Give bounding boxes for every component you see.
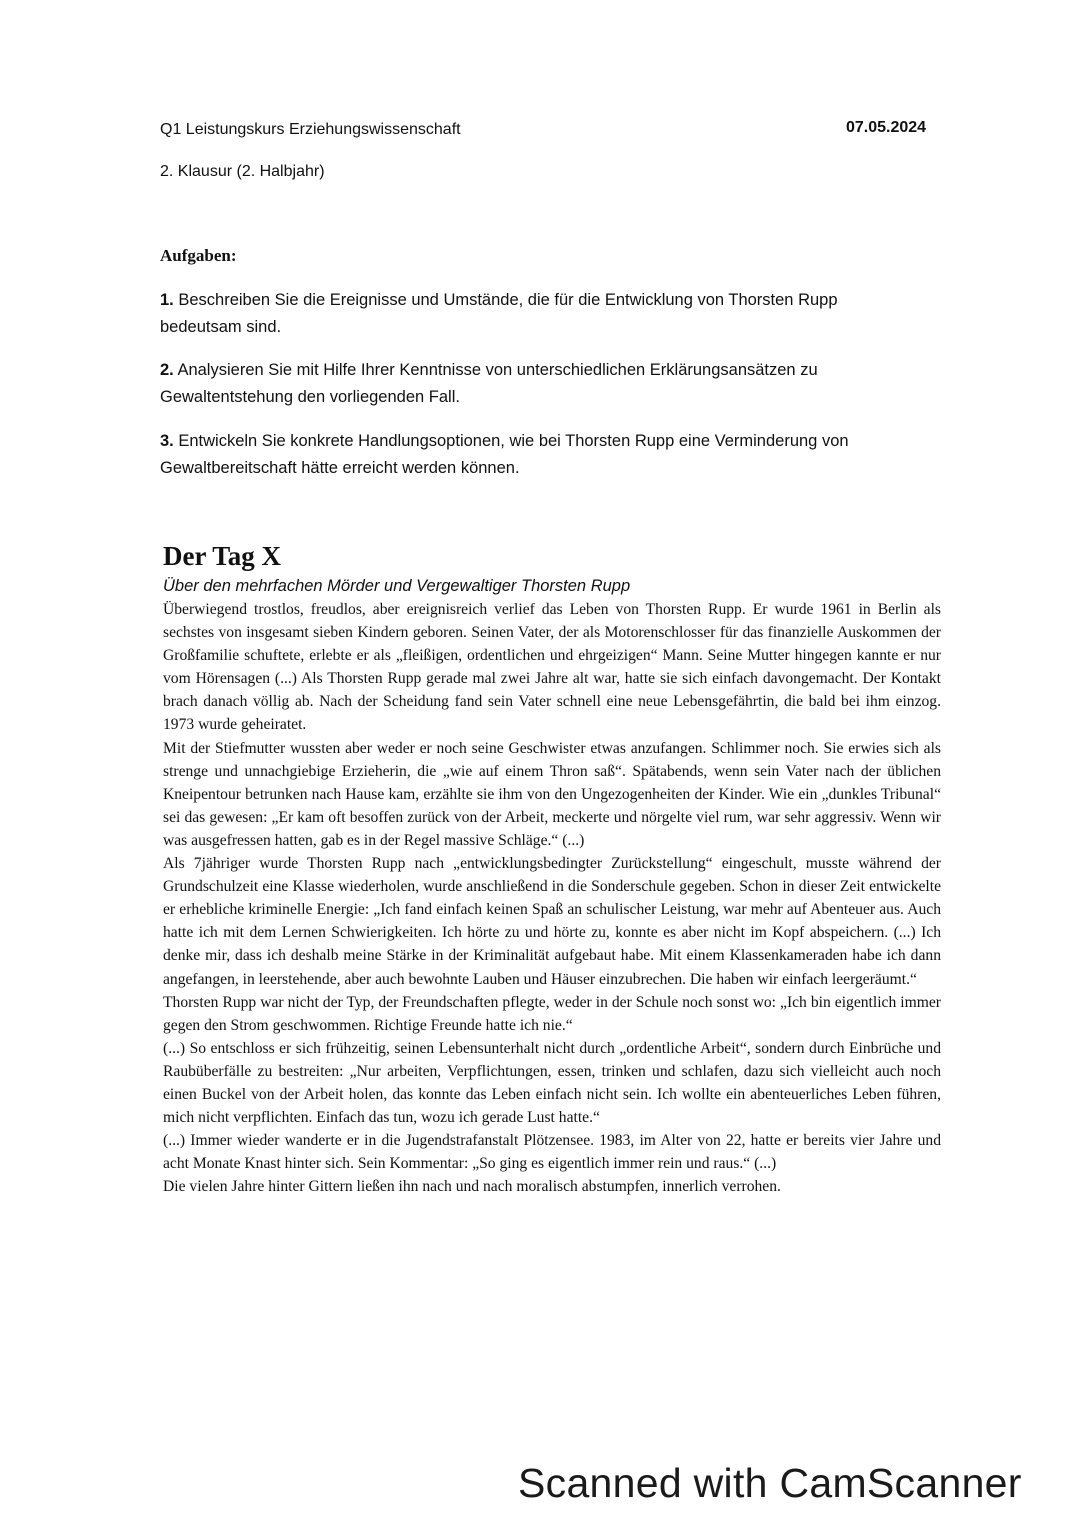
article-paragraph: Thorsten Rupp war nicht der Typ, der Freundschaften pflegte, weder in der Schule noch sonst wo: „Ich bin eigentlich immer gegen den Strom geschwommen. Richtige Freunde hatte ich nie.“ — [163, 993, 941, 1034]
article-paragraph: (...) Immer wieder wanderte er in die Jugendstrafanstalt Plötzensee. 1983, im Alter von 22, hatte er bereits vier Jahre und acht Monate Knast hinter sich. Sein Kommentar: „So ging es eigentlich immer rein und raus.“ (...) — [163, 1132, 941, 1173]
tasks-heading: Aufgaben: — [160, 246, 237, 265]
exam-date: 07.05.2024 — [846, 119, 927, 136]
exam-label: 2. Klausur (2. Halbjahr) — [160, 163, 325, 180]
article-paragraph: Mit der Stiefmutter wussten aber weder er noch seine Geschwister etwas anzufangen. Schlimmer noch. Sie erwies sich als strenge und unnachgiebige Erzieherin, die „wie auf einem Thron saß“. Spätabends, wenn sein Vater nach der üblichen Kneipentour betrunken nach Hause kam, erzählte sie ihm von den Ungezogenheiten der Kinder. Wie ein „dunkles Tribunal“ sei das gewesen: „Er kam oft besoffen zurück von der Arbeit, meckerte und nörgelte viel rum, war sehr aggressiv. Wenn wir was ausgefressen hatten, gab es in der Regel massive Schläge.“ (...) — [163, 739, 941, 849]
article-paragraph: (...) So entschloss er sich frühzeitig, seinen Lebensunterhalt nicht durch „ordentliche Arbeit“, sondern durch Einbrüche und Raubüberfälle zu bestreiten: „Nur arbeiten, Verpflichtungen, essen, trinken und schlafen, dazu sich vielleicht auch noch einen Buckel von der Arbeit holen, das konnte das Leben einfach nicht sein. Ich wollte ein abenteuerliches Leben führen, mich nicht verpflichten. Einfach das tun, wozu ich gerade Lust hatte.“ — [163, 1039, 941, 1127]
article-paragraph: Als 7jähriger wurde Thorsten Rupp nach „entwicklungsbedingter Zurückstellung“ eingeschult, musste während der Grundschulzeit eine Klasse wiederholen, wurde anschließend in die Sonderschule gegeben. Schon in dieser Zeit entwickelte er erhebliche kriminelle Energie: „Ich fand einfach keinen Spaß an schulischer Leistung, war mehr auf Abenteuer aus. Auch hatte ich mit dem Lernen Schwierigkeiten. Ich hörte zu und hörte zu, konnte es aber nicht im Kopf abspeichern. (...) Ich denke mir, dass ich deshalb meine Stärke in der Kriminalität aufgebaut habe. Mit einem Klassenkameraden habe ich dann angefangen, in leerstehende, aber auch bewohnte Lauben und Häuser einzubrechen. Die haben wir einfach leergeräumt.“ — [163, 855, 941, 988]
task-number: 2. — [160, 361, 174, 379]
task-number: 1. — [160, 291, 174, 309]
task-text: Beschreiben Sie die Ereignisse und Umstände, die für die Entwicklung von Thorsten Rupp bedeutsam sind. — [160, 291, 838, 336]
task-3 — [160, 428, 920, 482]
article-title: Der Tag X — [163, 541, 282, 571]
article-body — [163, 598, 941, 1198]
task-1 — [160, 287, 920, 341]
article-subtitle: Über den mehrfachen Mörder und Vergewaltiger Thorsten Rupp — [163, 577, 631, 595]
task-text: Entwickeln Sie konkrete Handlungsoptionen, wie bei Thorsten Rupp eine Verminderung von Gewaltbereitschaft hätte erreicht werden können. — [160, 432, 849, 477]
task-2 — [160, 357, 920, 411]
scanner-watermark: Scanned with CamScanner — [518, 1460, 1022, 1506]
task-number: 3. — [160, 432, 174, 450]
task-text: Analysieren Sie mit Hilfe Ihrer Kenntnisse von unterschiedlichen Erklärungsansätzen zu Gewaltentstehung den vorliegenden Fall. — [160, 361, 818, 406]
article-paragraph: Überwiegend trostlos, freudlos, aber ereignisreich verlief das Leben von Thorsten Rupp. Er wurde 1961 in Berlin als sechstes von insgesamt sieben Kindern geboren. Seinen Vater, der als Motorenschlosser für das finanzielle Auskommen der Großfamilie schuftete, erlebte er als „fleißigen, ordentlichen und ehrgeizigen“ Mann. Seine Mutter hingegen kannte er nur vom Hörensagen (...) Als Thorsten Rupp gerade mal zwei Jahre alt war, hatte sie sich einfach davongemacht. Der Kontakt brach danach völlig ab. Nach der Scheidung fand sein Vater schnell eine neue Lebensgefährtin, die bald bei ihm einzog. 1973 wurde geheiratet. — [163, 601, 941, 734]
article-paragraph: Die vielen Jahre hinter Gittern ließen ihn nach und nach moralisch abstumpfen, innerlich verrohen. — [163, 1178, 781, 1196]
course-title: Q1 Leistungskurs Erziehungswissenschaft — [160, 121, 461, 138]
